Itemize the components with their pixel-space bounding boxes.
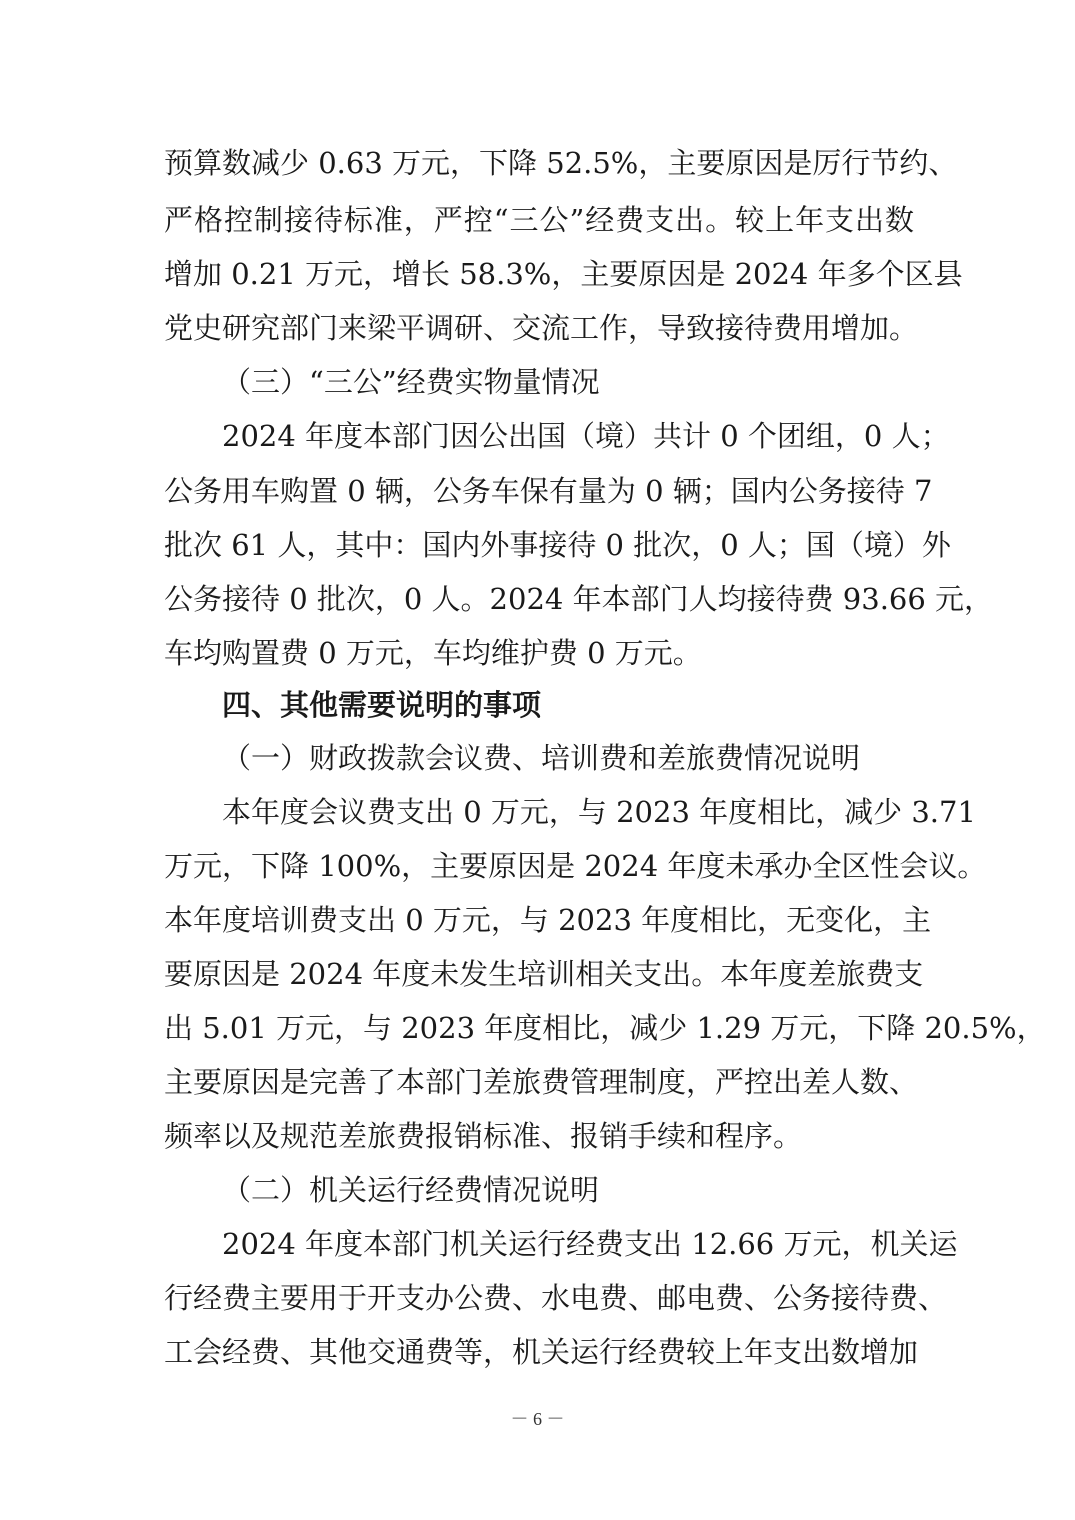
- paragraph-line: 批次 61 人，其中：国内外事接待 0 批次，0 人；国（境）外: [164, 528, 951, 562]
- paragraph-line: 工会经费、其他交通费等，机关运行经费较上年支出数增加: [164, 1335, 919, 1369]
- paragraph-line: 公务用车购置 0 辆，公务车保有量为 0 辆；国内公务接待 7: [164, 474, 933, 508]
- paragraph-line: 万元，下降 100%，主要原因是 2024 年度未承办全区性会议。: [164, 849, 987, 883]
- page-number: － 6 －: [510, 1409, 565, 1429]
- paragraph-line: 要原因是 2024 年度未发生培训相关支出。本年度差旅费支: [164, 957, 924, 991]
- paragraph-line: 2024 年度本部门机关运行经费支出 12.66 万元，机关运: [222, 1227, 958, 1261]
- paragraph-line: 主要原因是完善了本部门差旅费管理制度，严控出差人数、: [164, 1065, 919, 1099]
- paragraph-line: 行经费主要用于开支办公费、水电费、邮电费、公务接待费、: [164, 1281, 948, 1315]
- paragraph-line: 本年度会议费支出 0 万元，与 2023 年度相比，减少 3.71: [222, 795, 976, 829]
- section-heading: 四、其他需要说明的事项: [222, 688, 542, 722]
- paragraph-line: 公务接待 0 批次，0 人。2024 年本部门人均接待费 93.66 元，: [164, 582, 994, 616]
- paragraph-line: 出 5.01 万元，与 2023 年度相比，减少 1.29 万元，下降 20.5%，: [164, 1011, 1046, 1045]
- paragraph-line: 车均购置费 0 万元，车均维护费 0 万元。: [164, 636, 702, 670]
- paragraph-line: 党史研究部门来梁平调研、交流工作，导致接待费用增加。: [164, 311, 919, 345]
- paragraph-line: 频率以及规范差旅费报销标准、报销手续和程序。: [164, 1119, 803, 1153]
- paragraph-line: 增加 0.21 万元，增长 58.3%，主要原因是 2024 年多个区县: [164, 257, 963, 291]
- paragraph-line: 预算数减少 0.63 万元，下降 52.5%，主要原因是厉行节约、: [164, 146, 958, 180]
- paragraph-line: 严格控制接待标准，严控“三公”经费支出。较上年支出数: [164, 203, 914, 237]
- paragraph-line: 2024 年度本部门因公出国（境）共计 0 个团组，0 人；: [222, 419, 950, 453]
- section-subheading: （一）财政拨款会议费、培训费和差旅费情况说明: [222, 741, 861, 775]
- section-subheading: （三）“三公”经费实物量情况: [222, 365, 600, 399]
- section-subheading: （二）机关运行经费情况说明: [222, 1173, 600, 1207]
- paragraph-line: 本年度培训费支出 0 万元，与 2023 年度相比，无变化，主: [164, 903, 932, 937]
